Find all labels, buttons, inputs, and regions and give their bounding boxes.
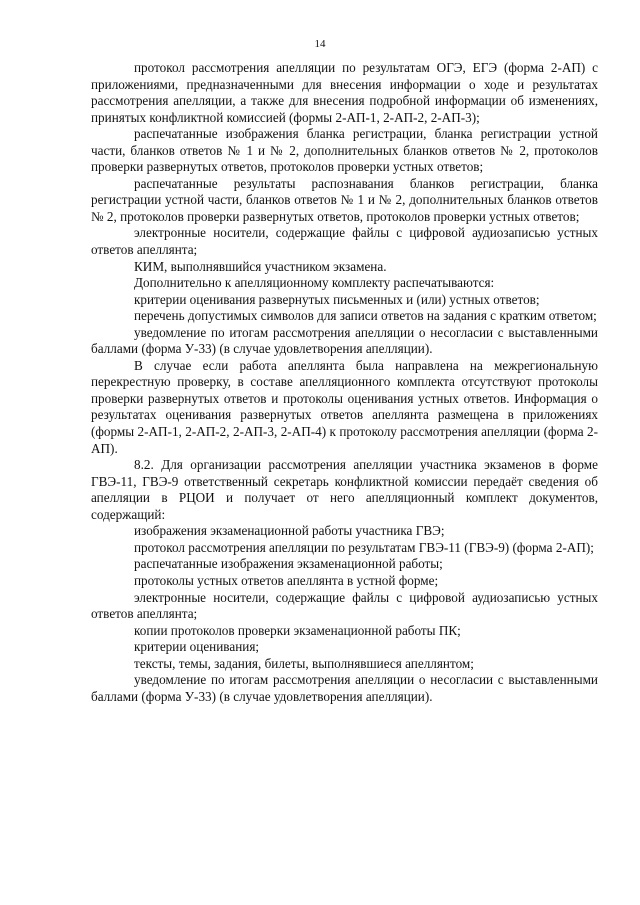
paragraph-oral-protocols: протоколы устных ответов апеллянта в устной форме;	[134, 572, 439, 588]
paragraph-gve-work-images: изображения экзаменационной работы участника ГВЭ;	[134, 523, 445, 539]
paragraph-kim: КИМ, выполнявшийся участником экзамена.	[134, 258, 387, 274]
paragraph-audio-media-gve: электронные носители, содержащие файлы с цифровой аудиозаписью устных ответов апеллянта;	[91, 589, 598, 622]
document-body	[91, 60, 598, 705]
paragraph-texts-topics: тексты, темы, задания, билеты, выполнявшиеся апеллянтом;	[134, 655, 474, 671]
paragraph-allowed-symbols: перечень допустимых символов для записи ответов на задания с кратким ответом;	[134, 308, 597, 324]
paragraph-section-8-2: 8.2. Для организации рассмотрения апелляции участника экзаменов в форме ГВЭ-11, ГВЭ-9 ответственный секретарь конфликтной комиссии передаёт сведения об апелляции в РЦОИ и получает от него апелляционный комплект документов, содержащий:	[91, 457, 598, 522]
paragraph-check-protocol-copies: копии протоколов проверки экзаменационной работы ПК;	[134, 622, 461, 638]
paragraph-additionally-printed: Дополнительно к апелляционному комплекту распечатываются:	[134, 275, 495, 291]
paragraph-printed-blank-images: распечатанные изображения бланка регистрации, бланка регистрации устной части, бланков ответов № 1 и № 2, дополнительных бланков ответов № 2, протоколов проверки развернутых ответов, протоколов проверки устных ответов;	[91, 126, 598, 175]
paragraph-evaluation-criteria: критерии оценивания развернутых письменных и (или) устных ответов;	[134, 291, 540, 307]
paragraph-recognition-results: распечатанные результаты распознавания бланков регистрации, бланка регистрации устной части, бланков ответов № 1 и № 2, дополнительных бланков ответов № 2, протоколов проверки развернутых ответов, протоколов проверки устных ответов;	[91, 175, 598, 224]
paragraph-protocol-appeal-oge-ege: протокол рассмотрения апелляции по результатам ОГЭ, ЕГЭ (форма 2-АП) с приложениями, предназначенными для внесения информации о ходе и результатах рассмотрения апелляции, а также для внесения подробной информации об изменениях, принятых конфликтной комиссией (формы 2-АП-1, 2-АП-2, 2-АП-3);	[91, 60, 598, 125]
paragraph-notice-u33: уведомление по итогам рассмотрения апелляции о несогласии с выставленными баллами (форма У-33) (в случае удовлетворения апелляции).	[91, 324, 598, 357]
paragraph-protocol-gve: протокол рассмотрения апелляции по результатам ГВЭ-11 (ГВЭ-9) (форма 2-АП);	[134, 539, 594, 555]
paragraph-criteria: критерии оценивания;	[134, 639, 260, 655]
paragraph-interregional-check: В случае если работа апеллянта была направлена на межрегиональную перекрестную проверку, в составе апелляционного комплекта отсутствуют протоколы проверки развернутых ответов и протоколы оценивания устных ответов. Информация о результатах оценивания развернутых ответов апеллянта размещена в приложениях (формы 2-АП-1, 2-АП-2, 2-АП-3, 2-АП-4) к протоколу рассмотрения апелляции (форма 2-АП).	[91, 357, 598, 456]
page-number: 14	[314, 38, 326, 50]
paragraph-notice-u33-gve: уведомление по итогам рассмотрения апелляции о несогласии с выставленными баллами (форма У-33) (в случае удовлетворения апелляции).	[91, 672, 598, 704]
paragraph-printed-work-images: распечатанные изображения экзаменационной работы;	[134, 556, 443, 572]
paragraph-audio-media: электронные носители, содержащие файлы с цифровой аудиозаписью устных ответов апеллянта;	[91, 225, 598, 258]
